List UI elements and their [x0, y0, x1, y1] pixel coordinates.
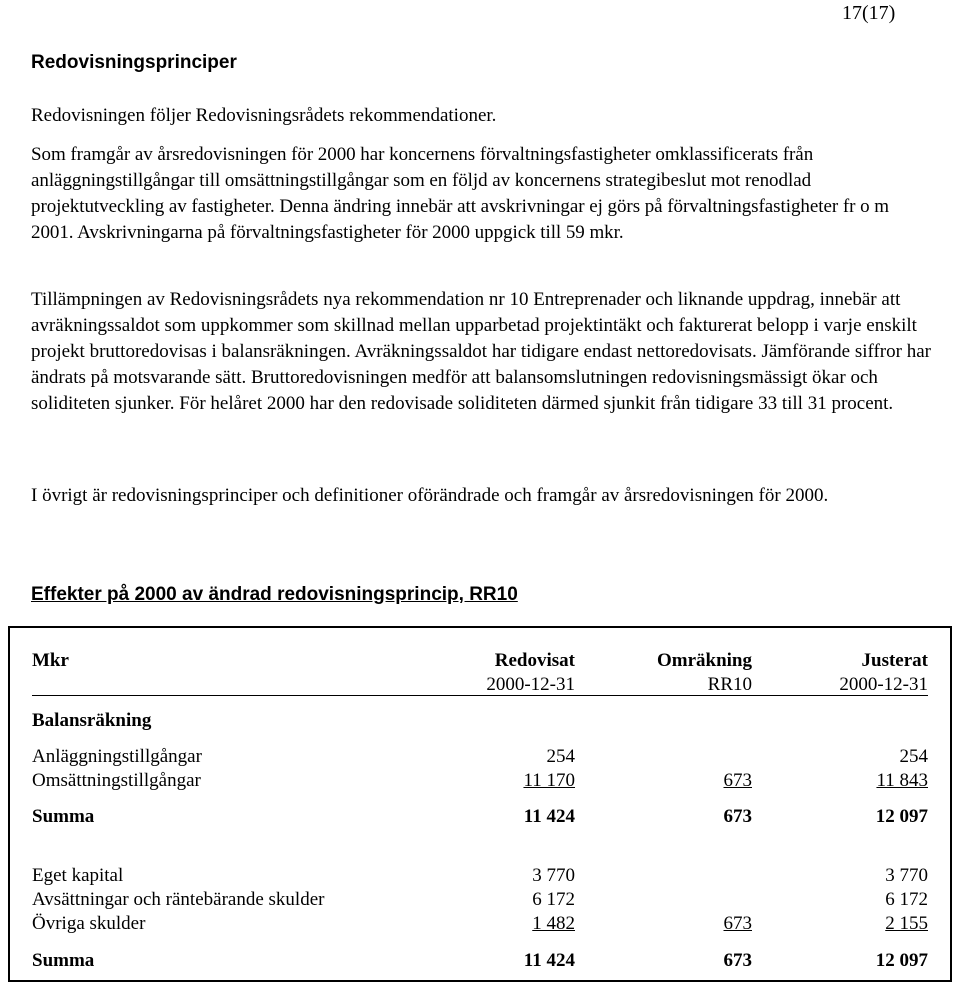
- row-value-justerat: 6 172: [885, 889, 928, 910]
- effects-table: [8, 626, 952, 982]
- row-value-redovisat: 6 172: [532, 889, 575, 910]
- row-label: Övriga skulder: [32, 913, 146, 934]
- row-value-omrakning: 673: [723, 950, 752, 971]
- paragraph-3: Tillämpningen av Redovisningsrådets nya rekommendation nr 10 Entreprenader och liknande uppdrag, innebär att avräkningssaldot som uppkommer som skillnad mellan upparbetad projektintäkt och fakturerat belopp i varje enskilt projekt bruttoredovisas i balansräkningen. Avräkningssaldot har tidigare endast nettoredovisats. Jämförande siffror har ändrats på motsvarande sätt. Bruttoredovisningen medför att balansomslutningen redovisningsmässigt ökar och soliditeten sjunker. För helåret 2000 har den redovisade soliditeten därmed sjunkit från tidigare 33 till 31 procent.: [31, 289, 931, 414]
- row-value-omrakning: 673: [723, 770, 752, 791]
- row-value-justerat: 12 097: [875, 950, 928, 971]
- row-label: Eget kapital: [32, 865, 124, 886]
- row-value-justerat: 11 843: [876, 770, 928, 791]
- row-label: Summa: [32, 950, 95, 971]
- col-header-justerat: Justerat: [861, 650, 928, 671]
- col-sub-redovisat: 2000-12-31: [486, 674, 575, 695]
- header-rule: [32, 695, 928, 696]
- col-sub-omrakning: RR10: [707, 674, 752, 695]
- row-value-redovisat: 11 424: [523, 950, 575, 971]
- unit-header: Mkr: [32, 650, 69, 671]
- col-header-omrakning: Omräkning: [656, 650, 752, 671]
- row-value-justerat: 254: [899, 746, 928, 767]
- row-value-omrakning: 673: [723, 913, 752, 934]
- row-label: Summa: [32, 806, 95, 827]
- row-label: Anläggningstillgångar: [32, 746, 202, 767]
- paragraph-2: Som framgår av årsredovisningen för 2000 har koncernens förvaltningsfastigheter omklassificerats från anläggningstillgångar till omsättningstillgångar som en följd av koncernens strategibeslut mot renodlad projektutveckling av fastigheter. Denna ändring innebär att avskrivningar ej görs på förvaltningsfastigheter fr o m 2001. Avskrivningarna på förvaltningsfastigheter för 2000 uppgick till 59 mkr.: [31, 144, 889, 243]
- paragraph-1: Redovisningen följer Redovisningsrådets rekommendationer.: [31, 105, 497, 126]
- row-value-justerat: 2 155: [885, 913, 928, 934]
- row-label: Omsättningstillgångar: [32, 770, 201, 791]
- col-sub-justerat: 2000-12-31: [839, 674, 928, 695]
- page-number: 17(17): [842, 2, 896, 24]
- section-heading: Redovisningsprinciper: [31, 52, 237, 73]
- row-value-omrakning: 673: [723, 806, 752, 827]
- table-title: Effekter på 2000 av ändrad redovisningsprincip, RR10: [31, 584, 518, 605]
- row-value-justerat: 12 097: [875, 806, 928, 827]
- col-header-redovisat: Redovisat: [494, 650, 575, 671]
- row-value-justerat: 3 770: [885, 865, 928, 886]
- row-value-redovisat: 1 482: [532, 913, 575, 934]
- section-label: Balansräkning: [32, 710, 152, 731]
- row-value-redovisat: 254: [546, 746, 575, 767]
- row-label: Avsättningar och räntebärande skulder: [32, 889, 325, 910]
- row-value-redovisat: 3 770: [532, 865, 575, 886]
- row-value-redovisat: 11 170: [523, 770, 575, 791]
- row-value-redovisat: 11 424: [523, 806, 575, 827]
- paragraph-4: I övrigt är redovisningsprinciper och definitioner oförändrade och framgår av årsredovisningen för 2000.: [31, 485, 829, 506]
